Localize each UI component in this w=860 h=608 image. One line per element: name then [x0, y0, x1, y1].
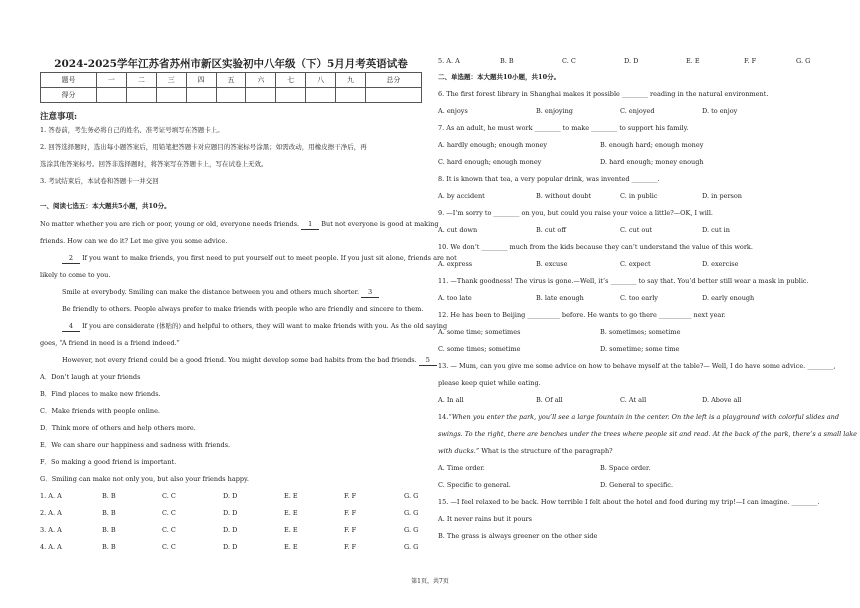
choice-option[interactable]: C. At all — [620, 396, 647, 404]
choice-option[interactable]: A. too late — [438, 294, 472, 302]
score-header-cell: 八 — [306, 73, 336, 88]
choice-option[interactable]: A. hardly enough; enough money — [438, 141, 548, 149]
answer-option[interactable]: F. F — [344, 526, 357, 534]
answer-option[interactable]: E. E — [284, 509, 298, 517]
question-options — [438, 158, 822, 167]
question-14-cont: swings. To the right, there are benches under the trees where people sit and read. At the back of the park, there’s a small lake — [438, 430, 858, 438]
answer-row — [40, 509, 422, 518]
answer-option[interactable]: E. E — [284, 492, 298, 500]
answer-option[interactable]: C. C — [162, 543, 176, 551]
score-header-cell: 四 — [186, 73, 216, 88]
question-14-cont: with ducks.” What is the structure of the paragraph? — [438, 447, 613, 455]
notice-item: 2. 回答选择题时，选出每小题答案后，用铅笔把答题卡对应题目的答案标号涂黑；如需改动，用橡皮擦干净后，再 — [40, 143, 367, 151]
choice-option[interactable]: B. enough hard; enough money — [600, 141, 704, 149]
answer-option[interactable]: B. B — [102, 526, 116, 534]
option-d: D．Think more of others and help others more. — [40, 424, 196, 432]
choice-option[interactable]: C. expect — [620, 260, 651, 268]
option-e: E．We can share our happiness and sadness with friends. — [40, 441, 231, 449]
choice-option[interactable]: D. in person — [702, 192, 742, 200]
score-cell — [276, 88, 306, 103]
question-options — [438, 396, 822, 405]
choice-option[interactable]: C. in public — [620, 192, 658, 200]
answer-option[interactable]: C. C — [162, 509, 176, 517]
choice-option[interactable]: A. enjoys — [438, 107, 468, 115]
choice-option[interactable]: D. sometime; some time — [600, 345, 680, 353]
choice-option[interactable]: A. In all — [438, 396, 464, 404]
choice-option[interactable]: C. enjoyed — [620, 107, 655, 115]
blank-4: 4 — [62, 322, 80, 332]
option-c: C．Make friends with people online. — [40, 407, 160, 415]
score-header-cell: 五 — [216, 73, 246, 88]
answer-row — [40, 492, 422, 501]
question-options — [438, 226, 822, 235]
score-header-cell: 一 — [97, 73, 127, 88]
passage-line: No matter whether you are rich or poor, young or old, everyone needs friends. 1 But not everyone is good at making — [40, 220, 439, 228]
answer-option[interactable]: D. D — [223, 543, 238, 551]
score-header-cell: 二 — [126, 73, 156, 88]
choice-option[interactable]: A. some time; sometimes — [438, 328, 521, 336]
score-header-cell: 总分 — [365, 73, 421, 88]
answer-option[interactable]: 3. A. A — [40, 526, 62, 534]
answer-option[interactable]: D. D — [223, 509, 238, 517]
question-options — [438, 294, 822, 303]
blank-1: 1 — [301, 220, 319, 230]
choice-option[interactable]: B. without doubt — [536, 192, 592, 200]
answer-option[interactable]: G. G — [404, 526, 419, 534]
answer-row — [40, 526, 422, 535]
choice-option[interactable]: B. sometimes; sometime — [600, 328, 681, 336]
passage-line: likely to come to you. — [40, 271, 111, 279]
question-7: 7. As an adult, he must work ________ to make ________ to support his family. — [438, 124, 689, 132]
score-cell — [97, 88, 127, 103]
page-footer: 第1页，共7页 — [411, 578, 449, 585]
answer-option[interactable]: D. D — [223, 526, 238, 534]
answer-option[interactable]: 1. A. A — [40, 492, 62, 500]
passage-line: However, not every friend could be a good friend. You might develop some bad habits from the bad friends. 5 — [62, 356, 437, 366]
choice-option[interactable]: D. exercise — [702, 260, 739, 268]
score-table — [40, 72, 422, 103]
score-cell — [216, 88, 246, 103]
choice-option[interactable]: B. excuse — [536, 260, 568, 268]
passage-line: 4 If you are considerate (体贴的) and helpful to others, they will want to make friends with you. As the old saying — [62, 322, 447, 332]
answer-option[interactable]: F. F — [344, 543, 357, 551]
score-cell — [306, 88, 336, 103]
answer-option[interactable]: B. B — [102, 492, 116, 500]
score-cell — [126, 88, 156, 103]
choice-option[interactable]: B. Space order. — [600, 464, 651, 472]
score-row-label: 得分 — [41, 88, 97, 103]
score-header-cell: 七 — [276, 73, 306, 88]
question-6: 6. The first forest library in Shanghai makes it possible ________ reading in the natural environment. — [438, 90, 769, 98]
choice-option[interactable]: B. The grass is always greener on the other side — [438, 532, 598, 540]
section2-heading: 二、单选题：本大题共10小题，共10分。 — [438, 73, 561, 81]
choice-option[interactable]: A. cut down — [438, 226, 478, 234]
blank-2: 2 — [62, 254, 80, 264]
score-cell — [336, 88, 366, 103]
section1-heading: 一、阅读七选五：本大题共5小题，共10分。 — [40, 202, 171, 210]
question-options — [438, 328, 822, 337]
passage-line: Smile at everybody. Smiling can make the distance between you and others much shorter. 3 — [62, 288, 379, 298]
score-header-cell: 九 — [336, 73, 366, 88]
passage-line: goes, “A friend in need is a friend indeed.” — [40, 339, 180, 347]
choice-option[interactable]: D. to enjoy — [702, 107, 738, 115]
notice-item: 1. 答卷前，考生务必将自己的姓名、准考证号填写在答题卡上。 — [40, 126, 224, 134]
passage-line: Be friendly to others. People always prefer to make friends with people who are friendly and sincere to them. — [62, 305, 424, 313]
notice-item: 选涂其他答案标号。回答非选择题时，将答案写在答题卡上，写在试卷上无效。 — [40, 160, 268, 168]
choice-option[interactable]: C. too early — [620, 294, 658, 302]
question-options — [438, 345, 822, 354]
question-options — [438, 481, 822, 490]
choice-option[interactable]: B. Of all — [536, 396, 563, 404]
question-11: 11. —Thank goodness! The virus is gone.—Well, it’s ________ to say that. You’d better still wear a mask in public. — [438, 277, 809, 285]
question-14: 14.“When you enter the park, you’ll see a large fountain in the center. On the left is a playground with colorful slides and — [438, 413, 840, 421]
answer-option[interactable]: B. B — [102, 543, 116, 551]
answer-option[interactable]: G. G — [404, 543, 419, 551]
answer-option[interactable]: C. C — [162, 492, 176, 500]
choice-option[interactable]: C. some times; sometime — [438, 345, 521, 353]
answer-option[interactable]: 2. A. A — [40, 509, 62, 517]
question-options — [438, 464, 822, 473]
score-header-cell: 题号 — [41, 73, 97, 88]
choice-option[interactable]: C. hard enough; enough money — [438, 158, 542, 166]
answer-option[interactable]: G. G — [404, 492, 419, 500]
choice-option[interactable]: D. hard enough; money enough — [600, 158, 704, 166]
choice-option[interactable]: D. early enough — [702, 294, 755, 302]
notice-item: 3. 考试结束后，本试卷和答题卡一并交回 — [40, 177, 159, 185]
choice-option[interactable]: A. express — [438, 260, 473, 268]
question-options — [438, 107, 822, 116]
choice-option[interactable]: C. cut out — [620, 226, 653, 234]
passage-line: 2 If you want to make friends, you first need to put yourself out to meet people. If you just sit alone, friends are not — [62, 254, 457, 264]
answer-option[interactable]: F. F — [344, 492, 357, 500]
answer-option[interactable]: C. C — [162, 526, 176, 534]
choice-option[interactable]: A. by accident — [438, 192, 485, 200]
question-15: 15. —I feel relaxed to be back. How terrible I felt about the hotel and food during my trip!—I can imagine. ________. — [438, 498, 820, 506]
score-cell — [156, 88, 186, 103]
answer-option[interactable]: E. E — [284, 526, 298, 534]
question-options — [438, 260, 822, 269]
question-13: 13. — Mum, can you give me some advice on how to behave myself at the table?— Well, I do have some advice. ________, — [438, 362, 836, 370]
answer-row — [40, 543, 422, 552]
choice-option[interactable]: D. Above all — [702, 396, 742, 404]
question-8: 8. It is known that tea, a very popular drink, was invented ________. — [438, 175, 660, 183]
option-a: A．Don’t laugh at your friends — [40, 373, 141, 381]
question-13-cont: please keep quiet while eating. — [438, 379, 541, 387]
choice-option[interactable]: A. Time order. — [438, 464, 485, 472]
score-cell — [365, 88, 421, 103]
choice-option[interactable]: A. It never rains but it pours — [438, 515, 532, 523]
option-g: G．Smiling can make not only you, but also your friends happy. — [40, 475, 249, 483]
choice-option[interactable]: C. Specific to general. — [438, 481, 511, 489]
choice-option[interactable]: B. cut off — [536, 226, 566, 234]
choice-option[interactable]: D. General to specific. — [600, 481, 674, 489]
answer-option[interactable]: E. E — [284, 543, 298, 551]
question-12: 12. He has been to Beijing __________ before. He wants to go there __________ next year. — [438, 311, 726, 319]
score-cell — [186, 88, 216, 103]
question-options — [438, 532, 822, 541]
question-9: 9. —I’m sorry to ________ on you, but could you raise your voice a little?—OK, I will. — [438, 209, 713, 217]
answer-option[interactable]: D. D — [223, 492, 238, 500]
score-header-cell: 三 — [156, 73, 186, 88]
question-options — [438, 515, 822, 524]
choice-option[interactable]: B. enjoying — [536, 107, 573, 115]
answer-option[interactable]: B. B — [102, 509, 116, 517]
answer-option[interactable]: F. F — [344, 509, 357, 517]
answer-option[interactable]: G. G — [404, 509, 419, 517]
notice-heading: 注意事项: — [40, 112, 78, 122]
question-options — [438, 141, 822, 150]
passage-line: friends. How can we do it? Let me give you some advice. — [40, 237, 228, 245]
score-header-cell: 六 — [246, 73, 276, 88]
answer-option[interactable]: 4. A. A — [40, 543, 62, 551]
question-options — [438, 192, 822, 201]
choice-option[interactable]: B. late enough — [536, 294, 584, 302]
option-b: B．Find places to make new friends. — [40, 390, 161, 398]
choice-option[interactable]: D. cut in — [702, 226, 730, 234]
score-cell — [246, 88, 276, 103]
blank-3: 3 — [361, 288, 379, 298]
page-title: 2024-2025学年江苏省苏州市新区实验初中八年级（下）5月月考英语试卷 — [54, 58, 408, 70]
question-10: 10. We don’t ________ much from the kids because they can’t understand the value of this work. — [438, 243, 753, 251]
blank-5: 5 — [419, 356, 437, 366]
option-f: F．So making a good friend is important. — [40, 458, 177, 466]
answer-row-5: 5. A. A B. B C. C D. D E. E F. F G. G — [438, 57, 811, 65]
